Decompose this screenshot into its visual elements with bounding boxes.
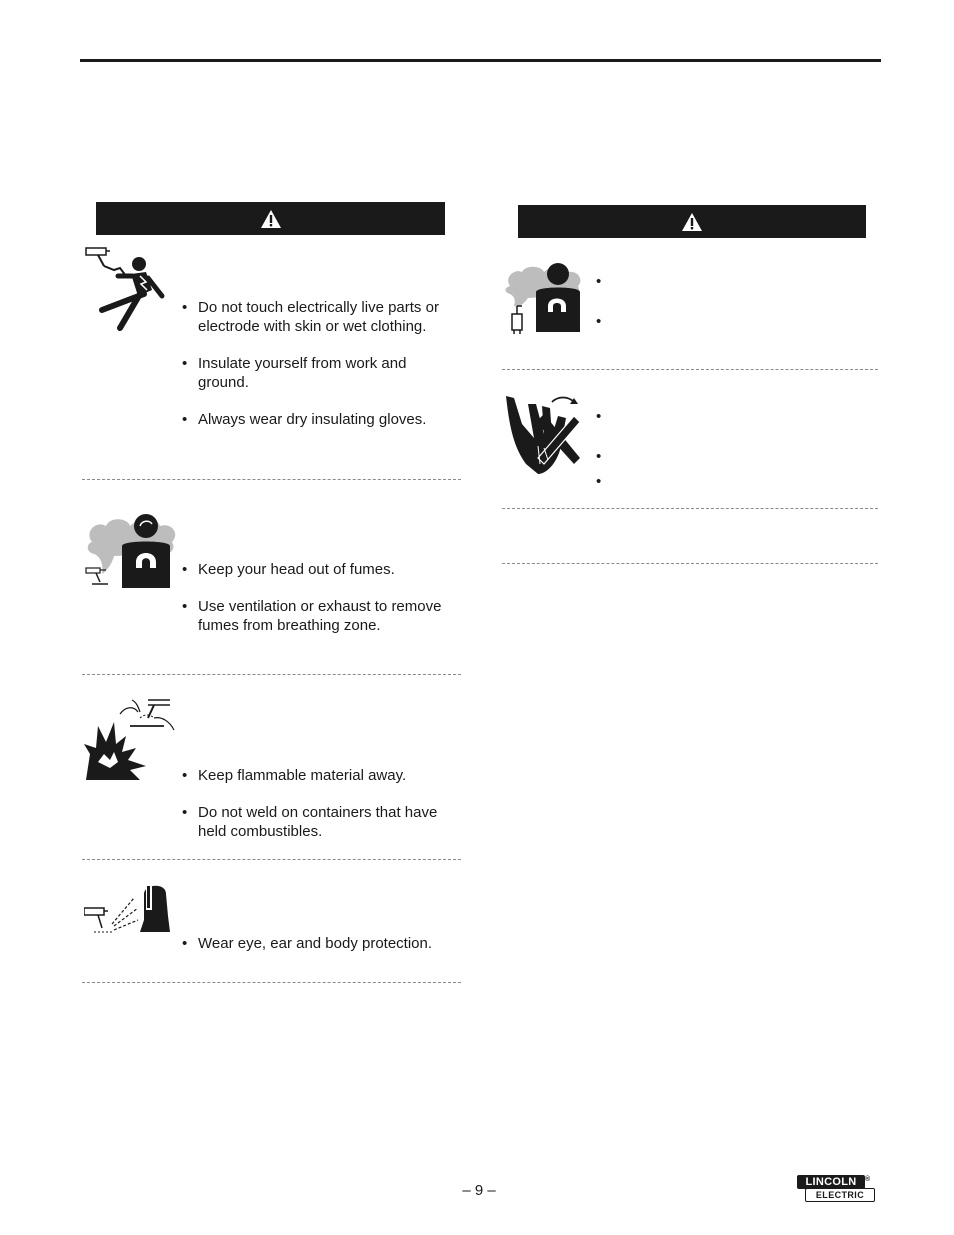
bullet-marker: • [596, 408, 602, 425]
section-divider [502, 563, 878, 564]
warning-triangle-icon [681, 212, 703, 232]
section-divider [82, 982, 461, 983]
bullet-marker: • [596, 473, 602, 490]
lincoln-electric-logo [797, 1175, 875, 1203]
explosion-icon [84, 696, 180, 782]
section-divider [502, 508, 878, 509]
engine-exhaust-icon [504, 262, 584, 336]
top-rule [80, 59, 881, 62]
bullet-marker: • [596, 273, 602, 290]
warning-banner-left [96, 202, 445, 235]
section-divider [82, 674, 461, 675]
page-number: – 9 – [462, 1182, 496, 1199]
list-item: • Do not weld on containers that have held combustibles. [182, 803, 444, 841]
fumes-icon [84, 512, 180, 590]
bullet-marker: • [596, 448, 602, 465]
list-item: • Always wear dry insulating gloves. [182, 410, 444, 429]
list-item: • Wear eye, ear and body protection. [182, 934, 444, 953]
moving-parts-icon [504, 394, 584, 476]
bullet-marker: • [596, 313, 602, 330]
list-item: • Use ventilation or exhaust to remove fumes from breathing zone. [182, 597, 444, 635]
list-item: • Keep your head out of fumes. [182, 560, 444, 579]
arc-rays-icon [84, 880, 174, 936]
section-divider [82, 859, 461, 860]
logo-bottom: ELECTRIC [805, 1188, 875, 1202]
list-item: • Keep flammable material away. [182, 766, 444, 785]
list-item: • Do not touch electrically live parts or electrode with skin or wet clothing. [182, 298, 444, 336]
logo-top: LINCOLN [797, 1175, 865, 1189]
section-divider [502, 369, 878, 370]
list-item: • Insulate yourself from work and ground. [182, 354, 444, 392]
electric-shock-icon [84, 246, 174, 332]
warning-triangle-icon [260, 209, 282, 229]
warning-banner-right [518, 205, 866, 238]
logo-registered: ® [865, 1176, 871, 1183]
section-divider [82, 479, 461, 480]
